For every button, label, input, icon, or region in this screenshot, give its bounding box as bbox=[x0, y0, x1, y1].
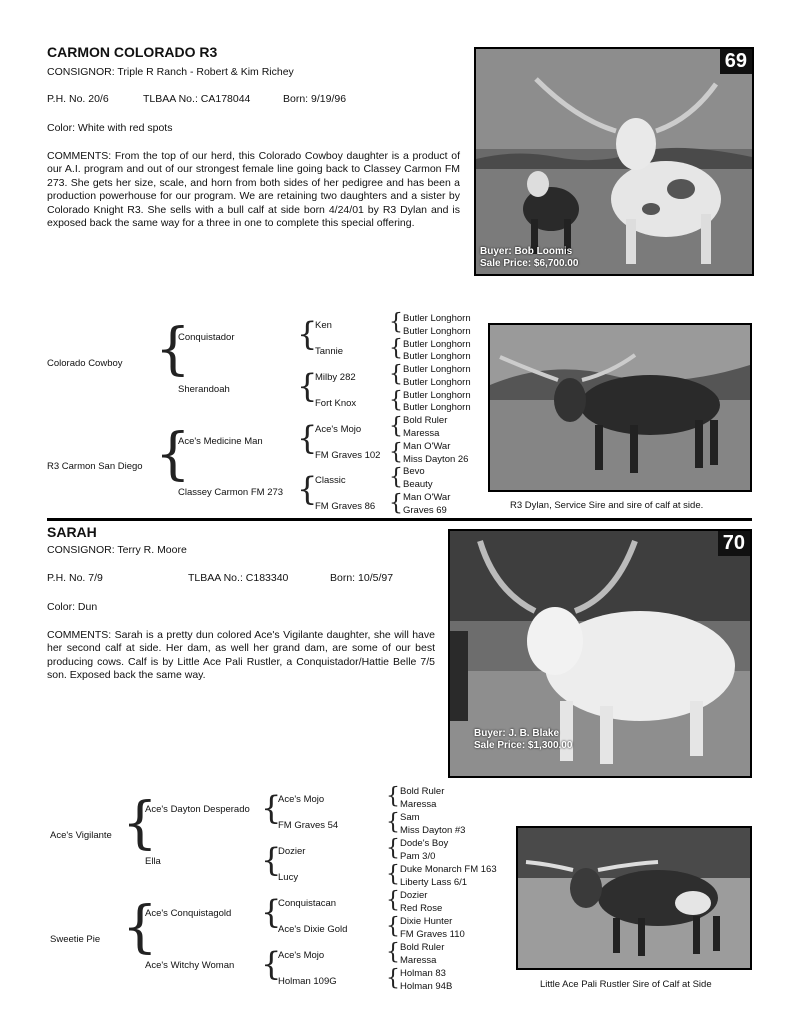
section-divider bbox=[47, 518, 752, 521]
pedigree-gen4: Butler Longhorn bbox=[403, 390, 471, 401]
pedigree-gen2: Sherandoah bbox=[178, 384, 230, 395]
brace: { bbox=[389, 310, 403, 335]
lot-number-badge: 69 bbox=[720, 49, 752, 74]
brace: { bbox=[386, 862, 400, 887]
pedigree-gen2: Ace's Conquistagold bbox=[145, 908, 232, 919]
pedigree-gen4: Holman 94B bbox=[400, 981, 453, 992]
brace: { bbox=[122, 791, 158, 856]
brace: { bbox=[261, 893, 282, 931]
pedigree-gen4: Red Rose bbox=[400, 903, 443, 914]
lot-photo bbox=[448, 529, 752, 778]
lot-name: CARMON COLORADO R3 bbox=[47, 44, 218, 60]
born-date: Born: 9/19/96 bbox=[283, 93, 347, 105]
sire-photo bbox=[516, 826, 752, 970]
sale-price: Sale Price: $1,300.00 bbox=[474, 740, 573, 751]
pedigree-gen4: Bold Ruler bbox=[400, 786, 445, 797]
brace: { bbox=[386, 784, 400, 809]
pedigree-gen4: Bold Ruler bbox=[403, 415, 448, 426]
pedigree-gen3: Ace's Dixie Gold bbox=[278, 924, 348, 935]
pedigree-gen2: Ace's Witchy Woman bbox=[145, 960, 235, 971]
pedigree-gen4: Butler Longhorn bbox=[403, 364, 471, 375]
sale-price: Sale Price: $6,700.00 bbox=[480, 258, 579, 269]
sire-photo bbox=[488, 323, 752, 492]
pedigree-gen4: Miss Dayton 26 bbox=[403, 454, 469, 465]
pedigree-gen2: Classey Carmon FM 273 bbox=[178, 487, 284, 498]
ph-number: P.H. No. 7/9 bbox=[47, 572, 103, 584]
brace: { bbox=[297, 470, 318, 508]
photo-caption: Little Ace Pali Rustler Sire of Calf at Side bbox=[540, 979, 712, 990]
pedigree-gen4: Maressa bbox=[403, 428, 440, 439]
comments: COMMENTS: From the top of our herd, this Colorado Cowboy daughter is a product of our A.I. program and out of our strongest female line going back to Classey Carmon FM 273. She gets her size, scale, and horn from both sides of her pedigree and has been a production powerhouse for our program. We are retaining two daughters and a sister by Colorado Knight R3. She sells with a bull calf at side born 4/24/01 by R3 Dylan and is exposed back the same way for a three in one to complete this special offering. bbox=[47, 150, 460, 230]
consignor: CONSIGNOR: Triple R Ranch - Robert & Kim Richey bbox=[47, 66, 294, 78]
pedigree-gen4: Man O'War bbox=[403, 441, 451, 452]
pedigree-gen3: Dozier bbox=[278, 846, 306, 857]
photo-caption: R3 Dylan, Service Sire and sire of calf at side. bbox=[510, 500, 704, 511]
brace: { bbox=[389, 388, 403, 413]
pedigree-gen3: Conquistacan bbox=[278, 898, 337, 909]
pedigree-gen4: FM Graves 110 bbox=[400, 929, 465, 940]
pedigree-gen3: FM Graves 54 bbox=[278, 820, 339, 831]
pedigree-gen4: Dozier bbox=[400, 890, 428, 901]
pedigree-gen4: Maressa bbox=[400, 799, 437, 810]
pedigree-gen3: Milby 282 bbox=[315, 372, 356, 383]
brace: { bbox=[261, 841, 282, 879]
color: Color: Dun bbox=[47, 601, 98, 613]
pedigree-gen4: Dode's Boy bbox=[400, 838, 449, 849]
pedigree-gen3: Ken bbox=[315, 320, 332, 331]
pedigree-gen2: Ace's Medicine Man bbox=[178, 436, 263, 447]
pedigree-gen4: Sam bbox=[400, 812, 420, 823]
brace: { bbox=[386, 836, 400, 861]
pedigree-dam: R3 Carmon San Diego bbox=[47, 461, 143, 472]
pedigree-gen3: Tannie bbox=[315, 346, 343, 357]
pedigree-gen4: Liberty Lass 6/1 bbox=[400, 877, 468, 888]
brace: { bbox=[386, 810, 400, 835]
pedigree-gen3: FM Graves 86 bbox=[315, 501, 376, 512]
pedigree-gen4: Bold Ruler bbox=[400, 942, 445, 953]
ph-number: P.H. No. 20/6 bbox=[47, 93, 109, 105]
pedigree-gen3: Fort Knox bbox=[315, 398, 357, 409]
buyer: Buyer: Bob Loomis bbox=[480, 246, 573, 257]
brace: { bbox=[122, 895, 158, 960]
pedigree-gen2: Ella bbox=[145, 856, 161, 867]
brace: { bbox=[389, 336, 403, 361]
brace: { bbox=[389, 465, 403, 490]
pedigree-gen3: Ace's Mojo bbox=[315, 424, 362, 435]
pedigree-gen3: FM Graves 102 bbox=[315, 450, 381, 461]
brace: { bbox=[386, 888, 400, 913]
brace: { bbox=[155, 317, 191, 382]
pedigree-sire: Ace's Vigilante bbox=[50, 830, 112, 841]
brace: { bbox=[297, 419, 318, 457]
pedigree-gen4: Butler Longhorn bbox=[403, 402, 471, 413]
pedigree-gen4: Dixie Hunter bbox=[400, 916, 453, 927]
born-date: Born: 10/5/97 bbox=[330, 572, 394, 584]
brace: { bbox=[389, 491, 403, 516]
brace: { bbox=[389, 440, 403, 465]
pedigree-gen4: Butler Longhorn bbox=[403, 377, 471, 388]
consignor: CONSIGNOR: Terry R. Moore bbox=[47, 544, 187, 556]
brace: { bbox=[155, 422, 191, 487]
lot-name: SARAH bbox=[47, 524, 97, 540]
pedigree-gen4: Butler Longhorn bbox=[403, 339, 471, 350]
brace: { bbox=[297, 367, 318, 405]
brace: { bbox=[261, 945, 282, 983]
brace: { bbox=[389, 414, 403, 439]
color: Color: White with red spots bbox=[47, 122, 173, 134]
pedigree-gen2: Ace's Dayton Desperado bbox=[145, 804, 250, 815]
pedigree-gen3: Ace's Mojo bbox=[278, 950, 325, 961]
brace: { bbox=[386, 966, 400, 991]
pedigree-gen3: Lucy bbox=[278, 872, 299, 883]
pedigree-gen4: Pam 3/0 bbox=[400, 851, 436, 862]
pedigree-gen4: Butler Longhorn bbox=[403, 351, 471, 362]
brace: { bbox=[297, 315, 318, 353]
pedigree-gen3: Classic bbox=[315, 475, 346, 486]
tlbaa-number: TLBAA No.: CA178044 bbox=[143, 93, 251, 105]
pedigree-gen4: Duke Monarch FM 163 bbox=[400, 864, 497, 875]
tlbaa-number: TLBAA No.: C183340 bbox=[188, 572, 289, 584]
pedigree-gen3: Holman 109G bbox=[278, 976, 337, 987]
pedigree-gen4: Maressa bbox=[400, 955, 437, 966]
brace: { bbox=[386, 914, 400, 939]
brace: { bbox=[386, 940, 400, 965]
brace: { bbox=[261, 789, 282, 827]
comments: COMMENTS: Sarah is a pretty dun colored Ace's Vigilante daughter, she will have her second calf at side. Her dam, as well her grand dam, are some of our best producing cows. Calf is by Little Ace Pali Rustler, a Conquistador/Hattie Belle 7/5 son. Exposed back the same way. bbox=[47, 629, 435, 682]
lot-number-badge: 70 bbox=[718, 531, 750, 556]
pedigree-gen4: Bevo bbox=[403, 466, 425, 477]
pedigree-gen4: Beauty bbox=[403, 479, 433, 490]
buyer: Buyer: J. B. Blake bbox=[474, 728, 560, 739]
pedigree-gen4: Butler Longhorn bbox=[403, 326, 471, 337]
pedigree-gen4: Holman 83 bbox=[400, 968, 446, 979]
pedigree-gen4: Graves 69 bbox=[403, 505, 447, 516]
pedigree-gen2: Conquistador bbox=[178, 332, 235, 343]
brace: { bbox=[389, 362, 403, 387]
pedigree-gen3: Ace's Mojo bbox=[278, 794, 325, 805]
lot-photo bbox=[474, 47, 754, 276]
pedigree-gen4: Man O'War bbox=[403, 492, 451, 503]
pedigree-gen4: Miss Dayton #3 bbox=[400, 825, 466, 836]
pedigree-gen4: Butler Longhorn bbox=[403, 313, 471, 324]
pedigree-sire: Colorado Cowboy bbox=[47, 358, 123, 369]
pedigree-dam: Sweetie Pie bbox=[50, 934, 101, 945]
